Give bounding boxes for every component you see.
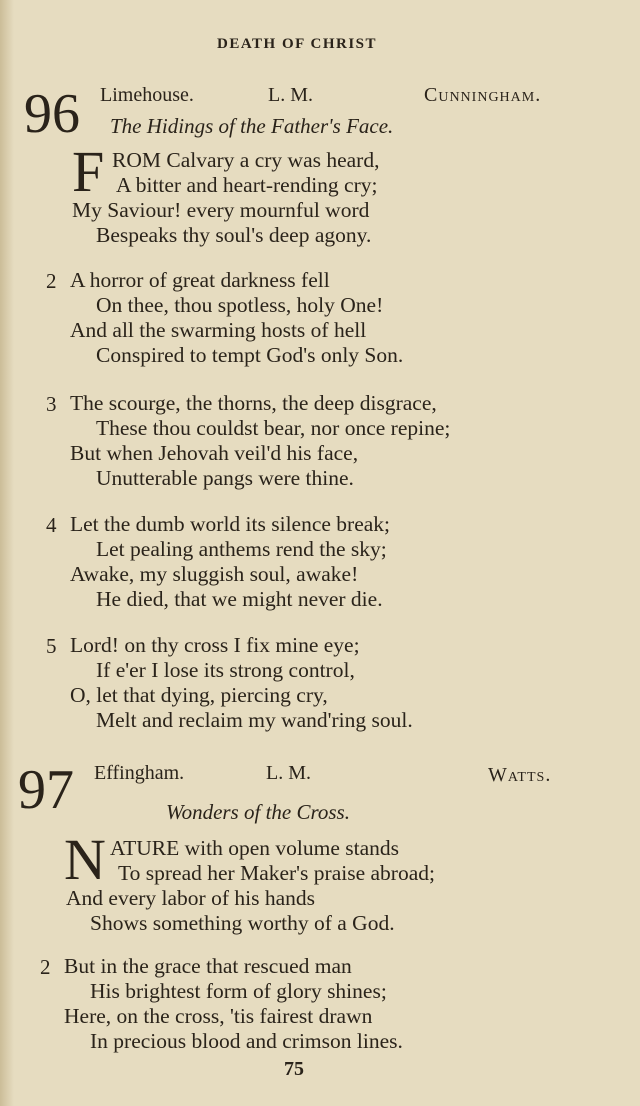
stanza-number: 2 [40,955,51,979]
verse-line: Let pealing anthems rend the sky; [96,537,387,561]
verse-line: If e'er I lose its strong control, [96,658,355,682]
hymn-subtitle: The Hidings of the Father's Face. [110,114,394,138]
verse-line: In precious blood and crimson lines. [90,1029,403,1053]
hymn-number: 96 [24,83,80,145]
drop-cap: F [72,139,105,204]
stanza-number: 3 [46,392,57,416]
tune-name: Effingham. [94,762,185,784]
verse-line: ROM Calvary a cry was heard, [112,148,380,172]
stanza-number: 2 [46,269,57,293]
verse-line: The scourge, the thorns, the deep disgrace, [70,391,437,415]
stanza-number: 4 [46,513,57,537]
verse-line: On thee, thou spotless, holy One! [96,293,384,317]
verse-line: My Saviour! every mournful word [72,198,370,222]
stanza-number: 5 [46,634,57,658]
meter: L. M. [268,84,313,106]
verse-line: He died, that we might never die. [96,587,383,611]
verse-line: His brightest form of glory shines; [90,979,387,1003]
verse-line: Here, on the cross, 'tis fairest drawn [64,1004,373,1028]
page-gutter-shadow [0,0,14,1106]
author-name: Watts. [488,764,552,786]
drop-cap: N [64,827,106,892]
verse-line: Awake, my sluggish soul, awake! [70,562,359,586]
verse-line: O, let that dying, piercing cry, [70,683,328,707]
hymn-subtitle: Wonders of the Cross. [166,800,350,824]
verse-line: To spread her Maker's praise abroad; [118,861,435,885]
verse-line: A horror of great darkness fell [70,268,330,292]
verse-line: ATURE with open volume stands [110,836,400,860]
verse-line: But in the grace that rescued man [64,954,352,978]
verse-line: Bespeaks thy soul's deep agony. [96,223,372,247]
verse-line: Unutterable pangs were thine. [96,466,354,490]
running-head: DEATH OF CHRIST [216,36,378,52]
verse-line: Melt and reclaim my wand'ring soul. [96,708,413,732]
verse-line: Lord! on thy cross I fix mine eye; [70,633,360,657]
verse-line: But when Jehovah veil'd his face, [70,441,359,465]
verse-line: Conspired to tempt God's only Son. [96,343,404,367]
page-number: 75 [284,1058,304,1080]
verse-line: Shows something worthy of a God. [90,911,395,935]
tune-name: Limehouse. [100,84,194,106]
verse-line: And all the swarming hosts of hell [70,318,367,342]
verse-line: A bitter and heart-rending cry; [116,173,378,197]
meter: L. M. [266,762,311,784]
verse-line: These thou couldst bear, nor once repine; [96,416,451,440]
author-name: Cunningham. [424,84,542,106]
hymn-number: 97 [18,759,74,821]
verse-line: And every labor of his hands [66,886,315,910]
verse-line: Let the dumb world its silence break; [70,512,391,536]
